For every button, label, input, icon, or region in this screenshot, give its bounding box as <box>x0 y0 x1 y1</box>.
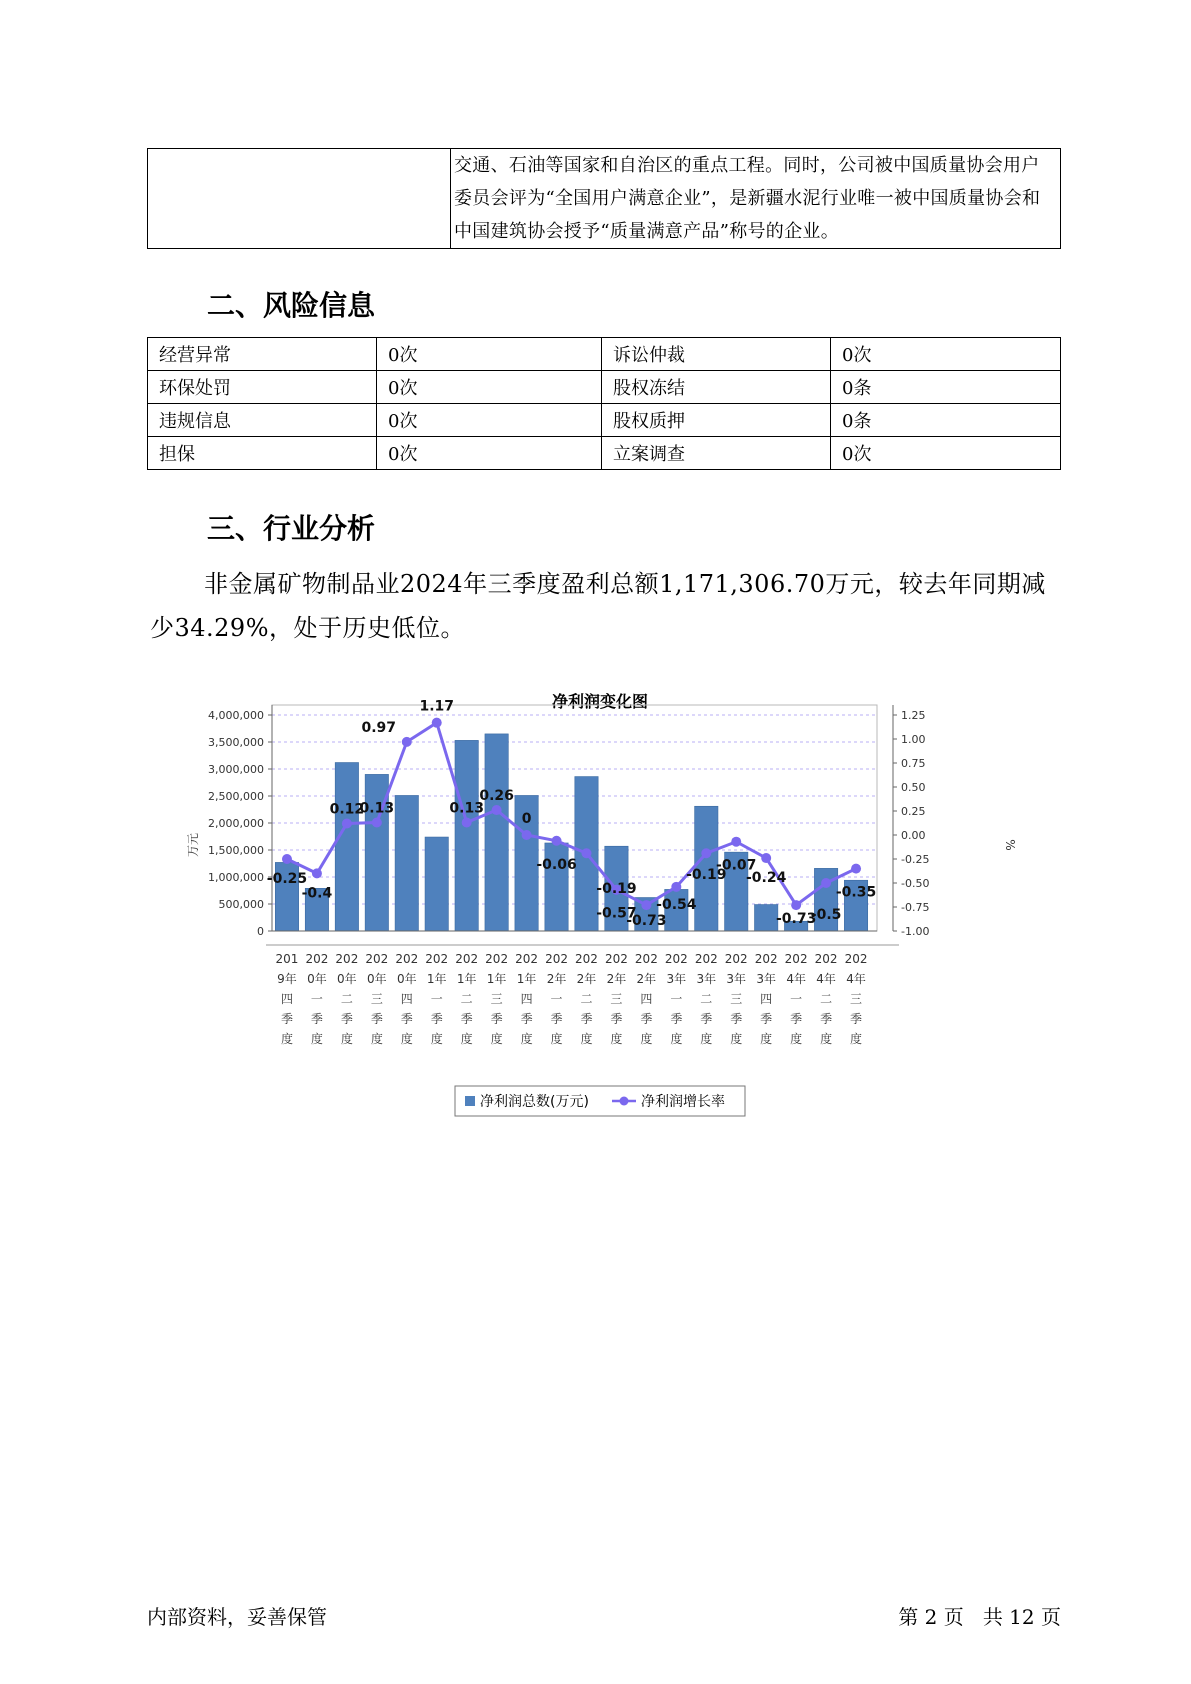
x-tick-label: 202 <box>664 952 688 966</box>
x-tick-label: 二 <box>460 992 473 1006</box>
y-tick-label-right: 0.75 <box>901 757 926 770</box>
x-tick-label: 季 <box>370 1012 383 1026</box>
bar <box>485 734 508 931</box>
x-tick-label: 季 <box>610 1012 623 1026</box>
line-point <box>731 837 741 847</box>
x-tick-label: 度 <box>610 1032 623 1046</box>
data-label: -0.57 <box>596 905 637 922</box>
risk-label: 股权质押 <box>602 404 831 437</box>
line-point <box>791 900 801 910</box>
x-tick-label: 度 <box>670 1032 683 1046</box>
risk-value: 0次 <box>377 404 602 437</box>
y-axis-title-left: 万元 <box>186 832 200 858</box>
x-tick-label: 3年 <box>666 972 687 986</box>
y-tick-label-right: 0.25 <box>901 805 926 818</box>
legend-bar-swatch <box>465 1096 475 1106</box>
risk-label: 经营异常 <box>148 338 377 371</box>
data-label: 0.12 <box>329 801 365 818</box>
data-label: -0.5 <box>810 907 842 923</box>
x-tick-label: 四 <box>520 992 533 1006</box>
risk-value: 0条 <box>831 404 1061 437</box>
line-point <box>492 805 502 815</box>
x-tick-label: 2年 <box>576 972 597 986</box>
risk-label: 立案调查 <box>602 437 831 470</box>
y-tick-label-right: 0.50 <box>901 781 926 794</box>
x-tick-label: 季 <box>820 1012 833 1026</box>
x-tick-label: 1年 <box>426 972 447 986</box>
x-tick-label: 三 <box>850 992 863 1006</box>
data-label: 0 <box>521 811 532 827</box>
x-tick-label: 3年 <box>756 972 777 986</box>
info-label-cell <box>148 149 451 249</box>
x-tick-label: 四 <box>400 992 413 1006</box>
x-tick-label: 一 <box>550 992 563 1006</box>
risk-value: 0次 <box>831 338 1061 371</box>
y-tick-label-left: 0 <box>257 925 264 938</box>
x-tick-label: 2年 <box>606 972 627 986</box>
y-tick-label-right: -0.50 <box>901 877 930 890</box>
x-tick-label: 度 <box>490 1032 503 1046</box>
line-point <box>432 718 442 728</box>
x-tick-label: 度 <box>700 1032 713 1046</box>
x-tick-label: 202 <box>604 952 628 966</box>
line-point <box>312 868 322 878</box>
x-tick-label: 202 <box>634 952 658 966</box>
x-tick-label: 1年 <box>456 972 477 986</box>
x-tick-label: 度 <box>760 1032 773 1046</box>
x-tick-label: 度 <box>460 1032 473 1046</box>
y-tick-label-left: 2,000,000 <box>208 817 264 830</box>
line-point <box>851 864 861 874</box>
table-row <box>148 371 1061 404</box>
x-tick-label: 202 <box>395 952 419 966</box>
data-label: -0.19 <box>596 881 637 898</box>
x-tick-label: 0年 <box>307 972 327 986</box>
x-tick-label: 一 <box>310 992 323 1006</box>
x-tick-label: 季 <box>490 1012 503 1026</box>
y-tick-label-left: 2,500,000 <box>208 790 264 803</box>
industry-paragraph: 非金属矿物制品业2024年三季度盈利总额1,171,306.70万元，较去年同期减少34.29%，处于历史低位。 <box>150 570 1046 642</box>
line-point <box>701 848 711 858</box>
line-point <box>581 848 591 858</box>
x-tick-label: 二 <box>700 992 713 1006</box>
x-tick-label: 202 <box>844 952 868 966</box>
line-point <box>671 882 681 892</box>
y-tick-label-left: 1,000,000 <box>208 871 264 884</box>
x-tick-label: 三 <box>610 992 623 1006</box>
table-row <box>148 437 1061 470</box>
x-tick-label: 季 <box>640 1012 653 1026</box>
info-text-cell: 交通、石油等国家和自治区的重点工程。同时，公司被中国质量协会用户委员会评为“全国用户满意企业”，是新疆水泥行业唯一被中国质量协会和中国建筑协会授予“质量满意产品”称号的企业。 <box>451 149 1061 249</box>
line-point <box>821 878 831 888</box>
data-label: -0.54 <box>656 896 697 913</box>
y-tick-label-right: -0.75 <box>901 901 930 914</box>
chart-title: 净利润变化图 <box>551 692 649 711</box>
x-tick-label: 一 <box>670 992 683 1006</box>
data-label: -0.25 <box>266 871 308 887</box>
x-tick-label: 季 <box>700 1012 713 1026</box>
chart-axes <box>186 705 1017 1046</box>
risk-label: 股权冻结 <box>602 371 831 404</box>
x-tick-label: 202 <box>485 952 509 966</box>
line-point <box>552 836 562 846</box>
x-tick-label: 二 <box>580 992 593 1006</box>
x-tick-label: 度 <box>640 1032 653 1046</box>
risk-label: 担保 <box>148 437 377 470</box>
y-tick-label-left: 1,500,000 <box>208 844 264 857</box>
x-tick-label: 度 <box>280 1032 293 1046</box>
x-tick-label: 202 <box>365 952 389 966</box>
x-tick-label: 三 <box>730 992 743 1006</box>
x-tick-label: 202 <box>335 952 359 966</box>
line-point <box>462 818 472 828</box>
x-tick-label: 季 <box>670 1012 683 1026</box>
x-tick-label: 202 <box>515 952 539 966</box>
risk-value: 0次 <box>377 371 602 404</box>
x-tick-label: 一 <box>790 992 803 1006</box>
x-tick-label: 度 <box>850 1032 863 1046</box>
data-label: 1.17 <box>419 698 455 715</box>
x-tick-label: 4年 <box>816 972 836 986</box>
table-row <box>148 338 1061 371</box>
bar-series <box>275 734 867 931</box>
x-tick-label: 三 <box>490 992 503 1006</box>
legend-line-marker <box>620 1097 629 1106</box>
x-tick-label: 季 <box>550 1012 563 1026</box>
x-tick-label: 度 <box>730 1032 743 1046</box>
x-tick-label: 季 <box>400 1012 413 1026</box>
bar <box>755 905 778 931</box>
x-tick-label: 4年 <box>846 972 866 986</box>
line-point <box>372 818 382 828</box>
x-tick-label: 1年 <box>486 972 507 986</box>
footer-confidential: 内部资料，妥善保管 <box>147 1605 327 1629</box>
table-row <box>148 404 1061 437</box>
line-point <box>282 854 292 864</box>
y-tick-label-right: 1.00 <box>901 733 926 746</box>
x-tick-label: 二 <box>820 992 833 1006</box>
x-tick-label: 202 <box>694 952 718 966</box>
x-tick-label: 度 <box>520 1032 533 1046</box>
x-tick-label: 9年 <box>277 972 297 986</box>
x-tick-label: 度 <box>400 1032 413 1046</box>
x-tick-label: 1年 <box>516 972 537 986</box>
x-tick-label: 度 <box>820 1032 833 1046</box>
y-tick-label-left: 3,000,000 <box>208 763 264 776</box>
y-tick-label-left: 3,500,000 <box>208 736 264 749</box>
x-tick-label: 3年 <box>726 972 747 986</box>
x-tick-label: 季 <box>850 1012 863 1026</box>
x-tick-label: 202 <box>425 952 449 966</box>
x-tick-label: 三 <box>370 992 383 1006</box>
risk-value: 0条 <box>831 371 1061 404</box>
x-tick-label: 202 <box>305 952 329 966</box>
y-tick-label-left: 500,000 <box>218 898 264 911</box>
data-label: 0.13 <box>359 800 395 817</box>
line-point <box>402 737 412 747</box>
risk-label: 违规信息 <box>148 404 377 437</box>
data-label: 0.97 <box>361 719 397 736</box>
footer-page-number: 第 2 页 共 12 页 <box>898 1605 1061 1629</box>
x-tick-label: 度 <box>790 1032 803 1046</box>
x-tick-label: 4年 <box>786 972 806 986</box>
x-tick-label: 202 <box>455 952 479 966</box>
x-tick-label: 一 <box>430 992 443 1006</box>
risk-info-table <box>147 337 1061 470</box>
x-tick-label: 202 <box>724 952 748 966</box>
x-tick-label: 202 <box>784 952 808 966</box>
data-label: -0.73 <box>626 913 667 930</box>
bar <box>425 837 448 931</box>
data-label: -0.07 <box>716 857 757 874</box>
risk-value: 0次 <box>377 338 602 371</box>
x-tick-label: 四 <box>760 992 773 1006</box>
x-tick-label: 季 <box>460 1012 473 1026</box>
x-tick-label: 季 <box>790 1012 803 1026</box>
net-profit-chart <box>180 685 1040 1135</box>
x-tick-label: 季 <box>280 1012 293 1026</box>
x-tick-label: 四 <box>640 992 653 1006</box>
section-heading-risk: 二、风险信息 <box>207 289 376 322</box>
bar <box>455 740 478 931</box>
x-tick-label: 2年 <box>636 972 657 986</box>
y-tick-label-left: 4,000,000 <box>208 709 264 722</box>
data-label: -0.4 <box>301 885 333 902</box>
data-label: -0.24 <box>746 870 787 887</box>
data-label: -0.73 <box>775 911 817 928</box>
x-tick-label: 度 <box>550 1032 563 1046</box>
x-tick-label: 0年 <box>396 972 417 986</box>
data-label: -0.06 <box>536 856 577 873</box>
x-tick-label: 202 <box>575 952 598 966</box>
x-tick-label: 季 <box>430 1012 443 1026</box>
x-tick-label: 季 <box>760 1012 773 1026</box>
x-tick-label: 3年 <box>696 972 717 986</box>
x-tick-label: 202 <box>754 952 778 966</box>
line-point <box>342 818 352 828</box>
y-tick-label-right: 1.25 <box>901 709 926 722</box>
x-tick-label: 季 <box>310 1012 323 1026</box>
x-tick-label: 0年 <box>367 972 387 986</box>
y-tick-label-right: 0.00 <box>901 829 926 842</box>
y-tick-label-right: -0.25 <box>901 853 930 866</box>
x-tick-label: 2年 <box>546 972 567 986</box>
x-tick-label: 度 <box>370 1032 383 1046</box>
bar <box>335 763 358 931</box>
data-label: 0.26 <box>479 788 514 805</box>
x-tick-label: 202 <box>814 952 838 966</box>
x-tick-label: 度 <box>430 1032 443 1046</box>
x-tick-label: 度 <box>340 1032 353 1046</box>
x-tick-label: 0年 <box>337 972 357 986</box>
x-tick-label: 季 <box>340 1012 353 1026</box>
y-axis-title-right: % <box>1003 839 1017 851</box>
section-heading-industry: 三、行业分析 <box>207 512 376 545</box>
risk-value: 0次 <box>377 437 602 470</box>
x-tick-label: 季 <box>580 1012 593 1026</box>
risk-label: 诉讼仲裁 <box>602 338 831 371</box>
x-tick-label: 度 <box>310 1032 323 1046</box>
data-label: -0.19 <box>686 867 727 884</box>
company-info-table <box>147 148 1061 249</box>
x-tick-label: 四 <box>280 992 293 1006</box>
bar <box>395 795 418 931</box>
risk-label: 环保处罚 <box>148 371 377 404</box>
data-label: -0.35 <box>835 884 877 901</box>
risk-value: 0次 <box>831 437 1061 470</box>
legend-line-label: 净利润增长率 <box>641 1094 725 1110</box>
line-point <box>761 853 771 863</box>
x-tick-label: 度 <box>580 1032 593 1046</box>
x-tick-label: 季 <box>520 1012 533 1026</box>
data-label: 0.13 <box>449 800 484 817</box>
x-tick-label: 201 <box>275 952 299 966</box>
y-tick-label-right: -1.00 <box>901 925 930 938</box>
x-tick-label: 202 <box>545 952 568 966</box>
line-point <box>641 900 651 910</box>
legend-bar-label: 净利润总数(万元) <box>480 1094 589 1110</box>
chart-legend <box>455 1086 745 1116</box>
x-tick-label: 二 <box>340 992 353 1006</box>
x-tick-label: 季 <box>730 1012 743 1026</box>
line-point <box>522 830 532 840</box>
